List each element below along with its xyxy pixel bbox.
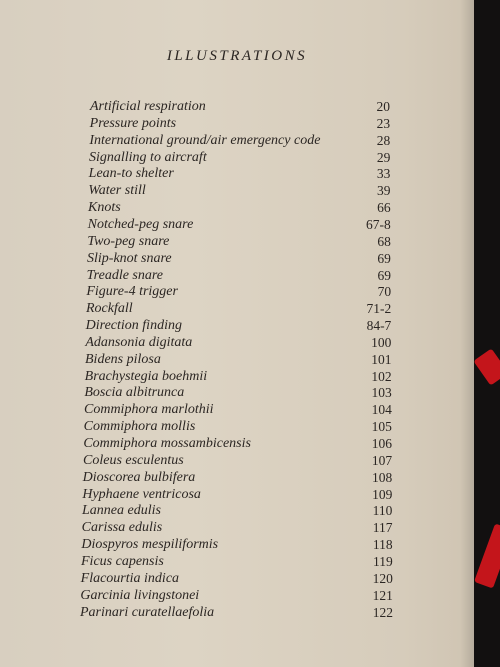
illustration-title: Hyphaene ventricosa (82, 486, 201, 502)
list-item (0, 452, 474, 469)
page-number: 84-7 (366, 318, 392, 334)
list-item (0, 267, 474, 284)
illustration-title: Notched-peg snare (87, 216, 194, 232)
illustration-title: Commiphora mossambicensis (83, 436, 251, 451)
list-item (0, 401, 474, 418)
list-item (0, 149, 474, 166)
list-item (0, 570, 474, 587)
page-number: 33 (376, 166, 391, 182)
illustration-title: Parinari curatellaefolia (80, 604, 215, 620)
illustration-title: Two-peg snare (87, 233, 170, 249)
list-item (0, 435, 474, 452)
illustration-title: Direction finding (85, 318, 182, 334)
illustration-title: Slip-knot snare (87, 250, 172, 266)
illustration-title: Ficus capensis (81, 553, 164, 569)
illustration-title: Rockfall (86, 301, 133, 317)
list-item (0, 587, 474, 604)
list-item (0, 418, 474, 435)
illustration-title: Pressure points (89, 115, 177, 131)
page-number: 122 (372, 604, 393, 620)
page-number: 28 (376, 132, 391, 148)
page-number: 100 (371, 334, 392, 350)
list-item (0, 368, 474, 385)
illustration-title: Garcinia livingstonei (80, 587, 200, 603)
illustration-title: Boscia albitrunca (84, 385, 185, 401)
list-item (0, 250, 474, 267)
page-number: 108 (371, 469, 393, 485)
page-number: 67-8 (365, 216, 391, 232)
illustration-title: Adansonia digitata (85, 334, 193, 350)
list-item (0, 216, 474, 233)
list-item (0, 536, 474, 553)
red-pattern-stripe (474, 523, 500, 588)
list-item (0, 502, 474, 519)
page-number: 70 (377, 284, 392, 300)
illustration-title: Water still (88, 183, 146, 199)
list-item (0, 233, 474, 250)
page-number: 105 (371, 419, 392, 435)
list-item (0, 351, 474, 368)
list-item (0, 486, 474, 503)
illustration-title: Flacourtia indica (80, 570, 180, 586)
list-item (0, 469, 474, 486)
list-item (0, 115, 474, 132)
illustration-title: Signalling to aircraft (89, 149, 207, 165)
page-number: 117 (372, 520, 393, 536)
illustration-title: Diospyros mespiliformis (81, 537, 219, 553)
illustration-title: Commiphora mollis (83, 419, 196, 435)
page-number: 109 (372, 486, 393, 502)
illustration-title: Coleus esculentus (83, 452, 184, 468)
list-item (0, 317, 474, 334)
book-edge-background (474, 0, 500, 667)
page-number: 120 (372, 570, 393, 586)
page-number: 106 (371, 436, 392, 451)
list-item (0, 283, 474, 300)
page-number: 20 (376, 99, 390, 114)
page-number: 107 (371, 452, 393, 468)
page-number: 118 (372, 537, 393, 553)
list-item (0, 553, 474, 570)
list-item (0, 199, 474, 216)
illustration-title: Commiphora marlothii (84, 402, 214, 418)
page-number: 121 (372, 587, 393, 603)
page-number: 103 (371, 385, 392, 401)
illustration-title: Dioscorea bulbifera (82, 469, 196, 485)
page-number: 29 (376, 149, 391, 165)
illustration-title: Lannea edulis (82, 503, 161, 519)
page-number: 102 (371, 368, 392, 384)
page-number: 104 (371, 402, 392, 418)
list-item (0, 300, 474, 317)
page-number: 119 (372, 553, 393, 569)
illustration-title: Treadle snare (86, 267, 164, 283)
page-number: 39 (377, 183, 391, 199)
page-number: 69 (377, 250, 391, 266)
illustration-title: Figure-4 trigger (86, 284, 178, 300)
list-item (0, 519, 474, 536)
page-number: 71-2 (366, 301, 392, 317)
list-item (0, 182, 474, 199)
page-title: ILLUSTRATIONS (166, 48, 308, 64)
illustration-title: Bidens pilosa (85, 351, 161, 367)
list-item (0, 165, 474, 182)
page-number: 68 (377, 233, 391, 249)
illustration-title: Brachystegia boehmii (84, 368, 208, 384)
list-item (0, 604, 474, 621)
illustration-title: Artificial respiration (90, 99, 206, 114)
list-item (0, 132, 474, 149)
list-item (0, 334, 474, 351)
page-number: 101 (371, 351, 392, 367)
list-item (0, 98, 474, 115)
illustration-title: International ground/air emergency code (89, 132, 321, 148)
list-item (0, 384, 474, 401)
illustration-title: Lean-to shelter (88, 166, 174, 182)
page-number: 23 (376, 115, 391, 131)
illustration-title: Carissa edulis (81, 520, 163, 536)
page-number: 110 (372, 503, 393, 519)
red-pattern-stripe (474, 348, 500, 385)
page-number: 66 (377, 200, 391, 216)
page-number: 69 (377, 267, 391, 283)
illustration-title: Knots (88, 200, 121, 216)
